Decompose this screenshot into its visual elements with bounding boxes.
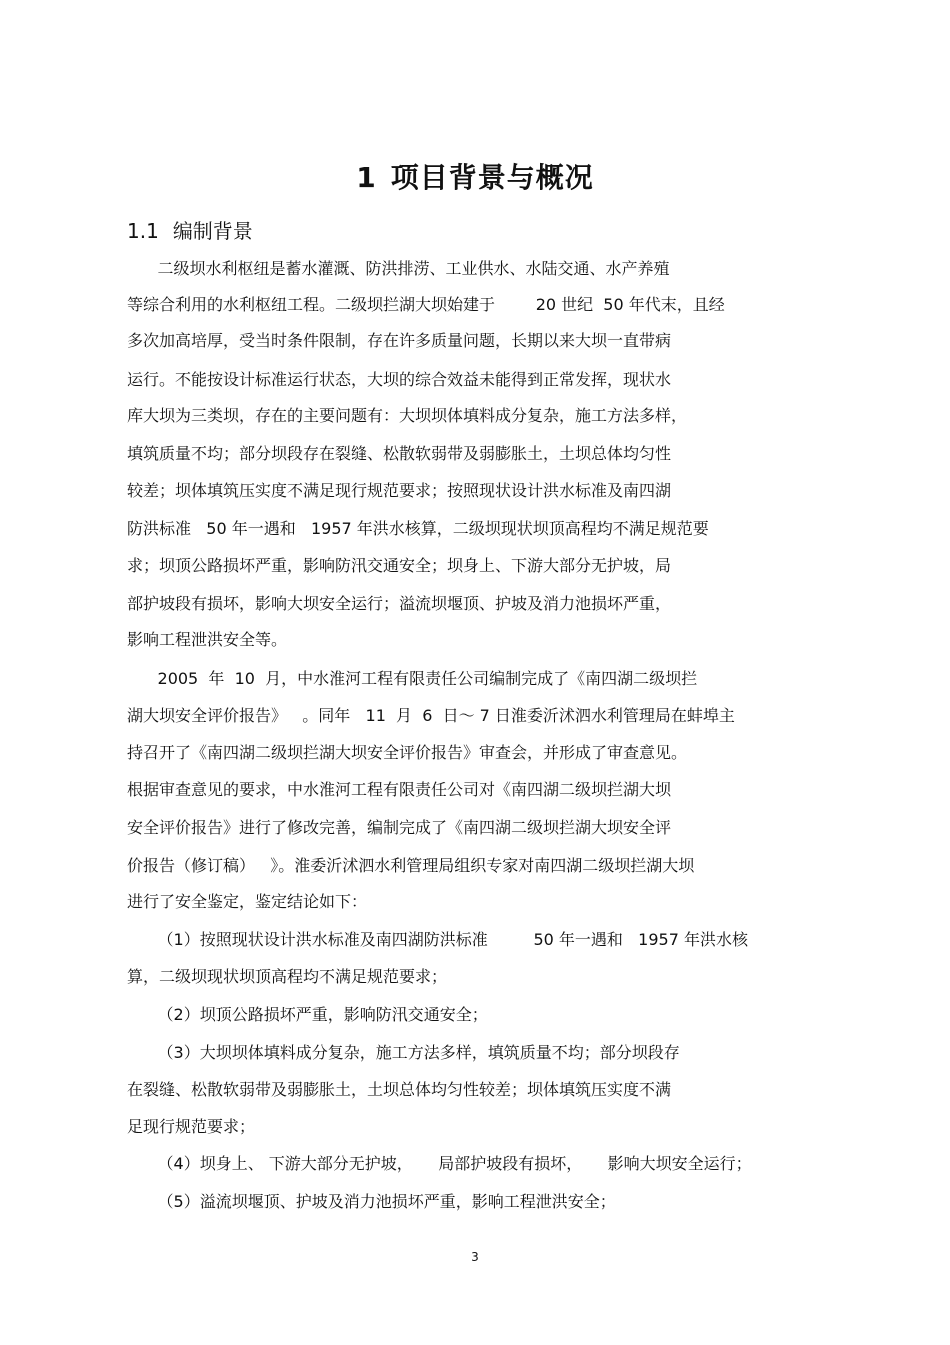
body-line: 根据审查意见的要求，中水淮河工程有限责任公司对《南四湖二级坝拦湖大坝	[127, 780, 672, 799]
body-line: 进行了安全鉴定，鉴定结论如下：	[127, 892, 368, 911]
page-number: 3	[471, 1250, 479, 1264]
body-line: 湖大坝安全评价报告》 。同年 11 月 6 日～ 7 日淮委沂沭泗水利管理局在蚌埠主	[127, 706, 735, 725]
chapter-title-text: 项目背景与概况	[390, 161, 594, 194]
body-line: （1）按照现状设计洪水标准及南四湖防洪标准 50 年一遇和 1957 年洪水核	[127, 930, 748, 949]
body-line: 2005 年 10 月，中水淮河工程有限责任公司编制完成了《南四湖二级坝拦	[127, 669, 698, 688]
body-line: 影响工程泄洪安全等。	[127, 630, 288, 649]
body-line: 足现行规范要求；	[127, 1117, 256, 1136]
body-line: 算，二级坝现状坝顶高程均不满足规范要求；	[127, 967, 448, 986]
body-line: 在裂缝、松散软弱带及弱膨胀土，土坝总体均匀性较差；坝体填筑压实度不满	[127, 1080, 672, 1099]
body-line: 求；坝顶公路损坏严重，影响防汛交通安全；坝身上、下游大部分无护坡，局	[127, 556, 672, 575]
body-line: 安全评价报告》进行了修改完善，编制完成了《南四湖二级坝拦湖大坝安全评	[127, 818, 672, 837]
chapter-number: 1	[356, 161, 377, 194]
body-line: 多次加高培厚，受当时条件限制，存在许多质量问题，长期以来大坝一直带病	[127, 331, 672, 350]
body-line: 持召开了《南四湖二级坝拦湖大坝安全评价报告》审查会，并形成了审查意见。	[127, 743, 688, 762]
section-title-text: 编制背景	[172, 219, 253, 243]
body-line: 等综合利用的水利枢纽工程。二级坝拦湖大坝始建于 20 世纪 50 年代末，且经	[127, 295, 725, 314]
body-line: （3）大坝坝体填料成分复杂，施工方法多样，填筑质量不均；部分坝段存	[127, 1043, 680, 1062]
section-number: 1.1	[127, 219, 159, 243]
body-line: 部护坡段有损坏，影响大坝安全运行；溢流坝堰顶、护坡及消力池损坏严重，	[127, 594, 672, 613]
body-line: 防洪标准 50 年一遇和 1957 年洪水核算，二级坝现状坝顶高程均不满足规范要	[127, 519, 709, 538]
body-line: 填筑质量不均；部分坝段存在裂缝、松散软弱带及弱膨胀土，土坝总体均匀性	[127, 444, 672, 463]
body-line: 二级坝水利枢纽是蓄水灌溉、防洪排涝、工业供水、水陆交通、水产养殖	[127, 259, 670, 278]
body-line: 运行。不能按设计标准运行状态，大坝的综合效益未能得到正常发挥，现状水	[127, 370, 672, 389]
section-heading	[127, 215, 253, 244]
body-line: （4）坝身上、 下游大部分无护坡， 局部护坡段有损坏， 影响大坝安全运行；	[127, 1154, 752, 1173]
body-line: 价报告（修订稿） 》。淮委沂沭泗水利管理局组织专家对南四湖二级坝拦湖大坝	[127, 856, 695, 875]
body-line: （5）溢流坝堰顶、护坡及消力池损坏严重，影响工程泄洪安全；	[127, 1192, 616, 1211]
body-line: 库大坝为三类坝，存在的主要问题有：大坝坝体填料成分复杂，施工方法多样，	[127, 406, 688, 425]
body-line: 较差；坝体填筑压实度不满足现行规范要求；按照现状设计洪水标准及南四湖	[127, 481, 672, 500]
body-line: （2）坝顶公路损坏严重，影响防汛交通安全；	[127, 1005, 488, 1024]
chapter-title	[0, 156, 950, 196]
